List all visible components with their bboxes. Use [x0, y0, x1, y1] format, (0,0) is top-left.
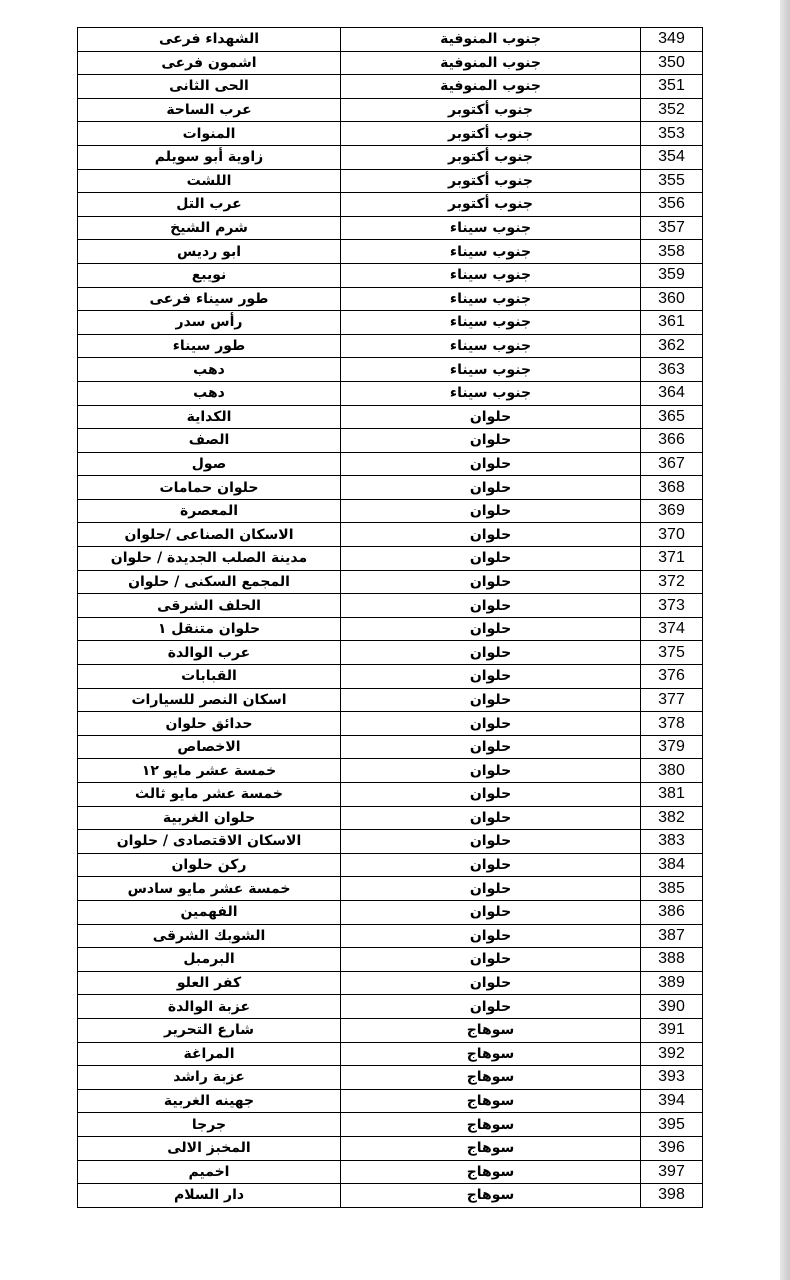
area-cell: عرب الساحة: [78, 98, 341, 122]
area-cell: القبابات: [78, 665, 341, 689]
governorate-cell: حلوان: [341, 971, 641, 995]
area-cell: الاسكان الصناعى /حلوان: [78, 523, 341, 547]
row-number-cell: 389: [641, 971, 703, 995]
area-cell: البرمبل: [78, 948, 341, 972]
table-row: [78, 452, 703, 476]
governorate-cell: جنوب المنوفية: [341, 28, 641, 52]
table-row: [78, 311, 703, 335]
row-number-cell: 349: [641, 28, 703, 52]
area-cell: حدائق حلوان: [78, 712, 341, 736]
governorate-cell: حلوان: [341, 735, 641, 759]
governorate-cell: حلوان: [341, 476, 641, 500]
table-row: [78, 358, 703, 382]
area-cell: الاسكان الاقتصادى / حلوان: [78, 830, 341, 854]
row-number-cell: 394: [641, 1089, 703, 1113]
area-cell: دهب: [78, 358, 341, 382]
area-cell: اسكان النصر للسيارات: [78, 688, 341, 712]
table-row: [78, 948, 703, 972]
table-row: [78, 75, 703, 99]
governorate-cell: حلوان: [341, 641, 641, 665]
governorate-cell: حلوان: [341, 523, 641, 547]
row-number-cell: 374: [641, 617, 703, 641]
row-number-cell: 379: [641, 735, 703, 759]
row-number-cell: 355: [641, 169, 703, 193]
area-cell: نويبع: [78, 263, 341, 287]
governorate-cell: جنوب سيناء: [341, 334, 641, 358]
table-row: [78, 263, 703, 287]
row-number-cell: 368: [641, 476, 703, 500]
area-cell: المجمع السكنى / حلوان: [78, 570, 341, 594]
table-row: [78, 193, 703, 217]
area-cell: اخميم: [78, 1160, 341, 1184]
table-row: [78, 51, 703, 75]
area-cell: جهينه الغربية: [78, 1089, 341, 1113]
table-row: [78, 216, 703, 240]
table-row: [78, 381, 703, 405]
governorate-cell: حلوان: [341, 877, 641, 901]
table-row: [78, 405, 703, 429]
area-cell: عزبة راشد: [78, 1066, 341, 1090]
table-row: [78, 853, 703, 877]
row-number-cell: 393: [641, 1066, 703, 1090]
governorate-cell: جنوب سيناء: [341, 381, 641, 405]
table-row: [78, 145, 703, 169]
row-number-cell: 371: [641, 547, 703, 571]
row-number-cell: 380: [641, 759, 703, 783]
table-row: [78, 995, 703, 1019]
row-number-cell: 384: [641, 853, 703, 877]
area-cell: اشمون فرعى: [78, 51, 341, 75]
table-row: [78, 334, 703, 358]
table-row: [78, 877, 703, 901]
governorate-cell: حلوان: [341, 547, 641, 571]
row-number-cell: 351: [641, 75, 703, 99]
table-row: [78, 499, 703, 523]
table-row: [78, 641, 703, 665]
table-row: [78, 617, 703, 641]
row-number-cell: 390: [641, 995, 703, 1019]
governorate-cell: حلوان: [341, 806, 641, 830]
table-row: [78, 759, 703, 783]
governorate-cell: سوهاج: [341, 1136, 641, 1160]
governorate-cell: جنوب أكتوبر: [341, 145, 641, 169]
row-number-cell: 369: [641, 499, 703, 523]
row-number-cell: 360: [641, 287, 703, 311]
area-cell: دهب: [78, 381, 341, 405]
row-number-cell: 382: [641, 806, 703, 830]
governorate-cell: حلوان: [341, 452, 641, 476]
row-number-cell: 396: [641, 1136, 703, 1160]
governorate-cell: جنوب سيناء: [341, 216, 641, 240]
table-row: [78, 900, 703, 924]
row-number-cell: 352: [641, 98, 703, 122]
row-number-cell: 398: [641, 1184, 703, 1208]
area-cell: الكداية: [78, 405, 341, 429]
table-row: [78, 429, 703, 453]
table-row: [78, 806, 703, 830]
table-row: [78, 924, 703, 948]
area-cell: اللشت: [78, 169, 341, 193]
governorate-cell: سوهاج: [341, 1018, 641, 1042]
governorate-cell: حلوان: [341, 948, 641, 972]
row-number-cell: 395: [641, 1113, 703, 1137]
governorate-cell: جنوب سيناء: [341, 287, 641, 311]
table-row: [78, 169, 703, 193]
governorate-cell: حلوان: [341, 665, 641, 689]
table-row: [78, 98, 703, 122]
row-number-cell: 361: [641, 311, 703, 335]
row-number-cell: 356: [641, 193, 703, 217]
table-row: [78, 122, 703, 146]
governorate-cell: جنوب أكتوبر: [341, 169, 641, 193]
governorate-cell: حلوان: [341, 900, 641, 924]
governorate-cell: حلوان: [341, 830, 641, 854]
table-row: [78, 570, 703, 594]
governorate-cell: سوهاج: [341, 1184, 641, 1208]
row-number-cell: 386: [641, 900, 703, 924]
row-number-cell: 397: [641, 1160, 703, 1184]
area-cell: مدينة الصلب الجديدة / حلوان: [78, 547, 341, 571]
row-number-cell: 362: [641, 334, 703, 358]
row-number-cell: 385: [641, 877, 703, 901]
row-number-cell: 378: [641, 712, 703, 736]
governorate-cell: حلوان: [341, 570, 641, 594]
table-row: [78, 287, 703, 311]
governorate-cell: حلوان: [341, 995, 641, 1019]
row-number-cell: 350: [641, 51, 703, 75]
row-number-cell: 383: [641, 830, 703, 854]
table-row: [78, 1018, 703, 1042]
table-row: [78, 476, 703, 500]
area-cell: خمسة عشر مايو ١٢: [78, 759, 341, 783]
row-number-cell: 388: [641, 948, 703, 972]
area-cell: دار السلام: [78, 1184, 341, 1208]
row-number-cell: 364: [641, 381, 703, 405]
row-number-cell: 381: [641, 783, 703, 807]
area-cell: الشوبك الشرقى: [78, 924, 341, 948]
governorate-cell: حلوان: [341, 759, 641, 783]
area-cell: حلوان متنقل ١: [78, 617, 341, 641]
row-number-cell: 377: [641, 688, 703, 712]
area-cell: المراغة: [78, 1042, 341, 1066]
governorate-cell: سوهاج: [341, 1160, 641, 1184]
row-number-cell: 365: [641, 405, 703, 429]
area-cell: عرب التل: [78, 193, 341, 217]
row-number-cell: 359: [641, 263, 703, 287]
row-number-cell: 353: [641, 122, 703, 146]
row-number-cell: 354: [641, 145, 703, 169]
governorate-cell: سوهاج: [341, 1089, 641, 1113]
governorate-cell: حلوان: [341, 594, 641, 618]
row-number-cell: 372: [641, 570, 703, 594]
area-cell: الحلف الشرقى: [78, 594, 341, 618]
row-number-cell: 358: [641, 240, 703, 264]
area-cell: جرجا: [78, 1113, 341, 1137]
row-number-cell: 373: [641, 594, 703, 618]
governorate-cell: جنوب أكتوبر: [341, 98, 641, 122]
area-cell: المنوات: [78, 122, 341, 146]
table-row: [78, 523, 703, 547]
page-edge-shadow: [780, 0, 790, 1280]
table-row: [78, 547, 703, 571]
area-cell: خمسة عشر مايو ثالث: [78, 783, 341, 807]
area-cell: طور سيناء فرعى: [78, 287, 341, 311]
table-row: [78, 1113, 703, 1137]
row-number-cell: 370: [641, 523, 703, 547]
table-row: [78, 28, 703, 52]
area-cell: الفهمين: [78, 900, 341, 924]
row-number-cell: 363: [641, 358, 703, 382]
row-number-cell: 375: [641, 641, 703, 665]
governorate-cell: حلوان: [341, 712, 641, 736]
governorate-cell: سوهاج: [341, 1042, 641, 1066]
area-cell: صول: [78, 452, 341, 476]
governorate-cell: حلوان: [341, 783, 641, 807]
table-row: [78, 1184, 703, 1208]
row-number-cell: 357: [641, 216, 703, 240]
governorate-cell: جنوب أكتوبر: [341, 193, 641, 217]
area-cell: حلوان الغربية: [78, 806, 341, 830]
row-number-cell: 391: [641, 1018, 703, 1042]
area-cell: الشهداء فرعى: [78, 28, 341, 52]
area-cell: خمسة عشر مايو سادس: [78, 877, 341, 901]
governorate-cell: سوهاج: [341, 1113, 641, 1137]
area-cell: ابو رديس: [78, 240, 341, 264]
governorate-cell: جنوب سيناء: [341, 263, 641, 287]
area-cell: المخبز الالى: [78, 1136, 341, 1160]
area-cell: شرم الشيخ: [78, 216, 341, 240]
table-row: [78, 240, 703, 264]
row-number-cell: 387: [641, 924, 703, 948]
area-cell: طور سيناء: [78, 334, 341, 358]
area-cell: الحى الثانى: [78, 75, 341, 99]
area-cell: عرب الوالدة: [78, 641, 341, 665]
governorate-cell: حلوان: [341, 429, 641, 453]
area-cell: شارع التحرير: [78, 1018, 341, 1042]
governorate-cell: جنوب سيناء: [341, 358, 641, 382]
row-number-cell: 376: [641, 665, 703, 689]
governorate-cell: جنوب سيناء: [341, 311, 641, 335]
governorate-cell: جنوب المنوفية: [341, 75, 641, 99]
row-number-cell: 366: [641, 429, 703, 453]
table-row: [78, 1136, 703, 1160]
governorate-cell: حلوان: [341, 405, 641, 429]
table-row: [78, 1160, 703, 1184]
governorate-cell: حلوان: [341, 499, 641, 523]
governorate-cell: حلوان: [341, 617, 641, 641]
area-cell: زاوية أبو سويلم: [78, 145, 341, 169]
area-cell: كفر العلو: [78, 971, 341, 995]
governorate-cell: جنوب سيناء: [341, 240, 641, 264]
locations-table: [77, 27, 703, 1208]
area-cell: رأس سدر: [78, 311, 341, 335]
table-row: [78, 735, 703, 759]
governorate-cell: سوهاج: [341, 1066, 641, 1090]
governorate-cell: حلوان: [341, 924, 641, 948]
table-row: [78, 830, 703, 854]
governorate-cell: حلوان: [341, 853, 641, 877]
governorate-cell: جنوب المنوفية: [341, 51, 641, 75]
table-body: [78, 28, 703, 1208]
area-cell: الصف: [78, 429, 341, 453]
area-cell: المعصرة: [78, 499, 341, 523]
governorate-cell: جنوب أكتوبر: [341, 122, 641, 146]
table-row: [78, 1066, 703, 1090]
governorate-cell: حلوان: [341, 688, 641, 712]
area-cell: عزبة الوالدة: [78, 995, 341, 1019]
table-row: [78, 665, 703, 689]
area-cell: حلوان حمامات: [78, 476, 341, 500]
table-row: [78, 1042, 703, 1066]
table-row: [78, 971, 703, 995]
table-row: [78, 712, 703, 736]
table-row: [78, 783, 703, 807]
table-row: [78, 1089, 703, 1113]
table-row: [78, 688, 703, 712]
row-number-cell: 392: [641, 1042, 703, 1066]
table-row: [78, 594, 703, 618]
area-cell: ركن حلوان: [78, 853, 341, 877]
row-number-cell: 367: [641, 452, 703, 476]
area-cell: الاخصاص: [78, 735, 341, 759]
